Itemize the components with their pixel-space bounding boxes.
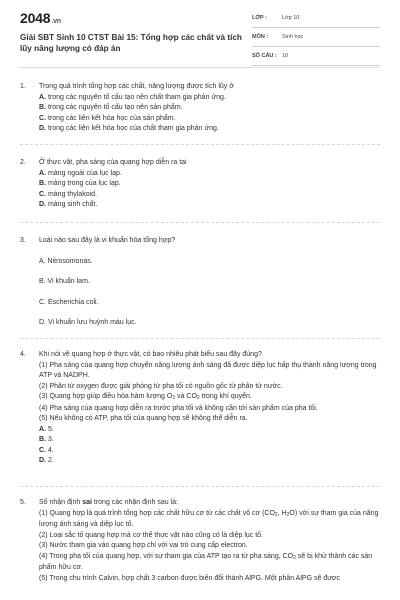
statement-text: (1) Quang hợp là quá trình tổng hợp các chất hữu cơ từ các chất vô cơ (CO <box>39 509 275 517</box>
option-d[interactable]: D. Vi khuẩn lưu huỳnh màu lục. <box>39 319 137 326</box>
option-d[interactable] <box>39 124 382 135</box>
statement-3: (3) Nước tham gia vào quang hợp chỉ với vai trò cung cấp electron. <box>39 542 248 549</box>
statement-text: và CO <box>175 393 197 400</box>
question-divider <box>20 338 380 339</box>
option-text: 4. <box>47 446 54 454</box>
option-letter: C. <box>39 114 46 122</box>
option-text: trong các liên kết hóa học của chất tham gia phản ứng. <box>47 125 219 132</box>
option-a[interactable] <box>39 169 382 180</box>
question-number: 3. <box>20 237 26 244</box>
option-b[interactable] <box>39 103 382 114</box>
subscript: 2 <box>172 395 176 401</box>
question-text: Loài nào sau đây là vi khuẩn hóa tổng hợp? <box>39 237 176 244</box>
statement-2: (2) Loại sắc tố quang hợp mà cơ thể thực vật nào cũng có là diệp lục tố. <box>39 531 263 539</box>
meta-row-class <box>252 13 380 28</box>
option-c[interactable] <box>39 114 382 125</box>
meta-row-count <box>252 51 380 66</box>
option-text: 2. <box>47 457 54 464</box>
option-letter: A. <box>39 93 46 101</box>
option-letter: B. <box>39 436 46 443</box>
meta-label-subject: MÔN : <box>252 34 269 40</box>
subscript: 2 <box>293 554 296 561</box>
header-divider <box>20 67 380 68</box>
option-b[interactable] <box>39 435 382 446</box>
statement-text: trong khí quyển. <box>199 393 252 400</box>
option-a[interactable] <box>39 93 382 104</box>
logo-suffix: .vn <box>51 18 61 25</box>
option-text: trong các nguyên tố cấu tạo nên sản phẩm. <box>47 104 183 111</box>
statement-1: (1) Pha sáng của quang hợp chuyển năng lượng ánh sáng đã được diệp lục hấp thụ thành năng lượng trong ATP và NADPH. <box>39 361 377 379</box>
page-header <box>0 0 400 60</box>
option-letter: D. <box>39 201 46 208</box>
statement-2: (2) Phân tử oxygen được giải phóng từ pha tối có nguồn gốc từ phân tử nước. <box>39 382 283 390</box>
statement-text: sẽ bị khử thành các sản phẩm hữu cơ. <box>39 552 373 571</box>
option-letter: A. <box>39 169 46 177</box>
option-letter: B. <box>39 104 46 111</box>
option-letter: D. <box>39 125 46 132</box>
page-title: Giải SBT Sinh 10 CTST Bài 15: Tổng hợp các chất và tích lũy năng lượng có đáp án <box>20 33 242 53</box>
question-text <box>39 498 382 509</box>
option-letter: C. <box>39 446 46 454</box>
option-text: màng thylakoid. <box>47 190 97 198</box>
question-text: Khi nói về quang hợp ở thực vật, có bao nhiêu phát biểu sau đây đúng? <box>39 351 262 358</box>
option-d[interactable] <box>39 200 382 211</box>
site-logo[interactable] <box>20 10 61 26</box>
question-divider <box>20 222 380 223</box>
meta-value-class: Lớp 10 <box>282 15 300 21</box>
statement-4 <box>39 552 382 574</box>
question-number: 4. <box>20 351 26 358</box>
question-divider <box>20 144 380 145</box>
option-a[interactable]: A. Nitrosomonas. <box>39 257 93 265</box>
option-c[interactable] <box>39 446 382 457</box>
option-text: màng trong của lục lạp. <box>47 180 121 187</box>
option-letter: B. <box>39 180 46 187</box>
statement-5: (5) Nếu không có ATP, pha tối của quang hợp sẽ không thể diễn ra. <box>39 415 248 422</box>
subscript: 2 <box>274 511 278 518</box>
question-text-part: Số nhận định <box>39 499 83 506</box>
statement-text: , H <box>277 509 287 517</box>
meta-row-subject <box>252 32 380 47</box>
option-text: trong các nguyên tố cấu tạo nên chất tham gia phản ứng. <box>47 93 226 101</box>
question-divider <box>20 486 380 487</box>
subscript: 2 <box>286 511 290 518</box>
option-text: màng sinh chất. <box>47 201 98 208</box>
question-number: 5. <box>20 499 26 506</box>
statement-4: (4) Pha sáng của quang hợp diễn ra trước pha tối và không cần tới sản phẩm của pha tối. <box>39 404 318 412</box>
question-text-emphasis: sai <box>82 499 92 506</box>
question-number: 2. <box>20 159 26 166</box>
statement-text: (3) Quang hợp giúp điều hòa hàm lượng O <box>39 393 173 400</box>
question-text: Trong quá trình tổng hợp các chất, năng lượng được tích lũy ở <box>39 83 234 90</box>
option-letter: C. <box>39 190 46 198</box>
option-text: 5. <box>47 425 54 433</box>
question-text: Ở thực vật, pha sáng của quang hợp diễn ra tại <box>39 159 187 166</box>
option-text: màng ngoài của lục lạp. <box>47 169 122 177</box>
option-text: 3. <box>47 436 54 443</box>
statement-text: O) với sự tham gia của năng lượng ánh sáng và diệp lục tố. <box>39 509 379 528</box>
option-a[interactable] <box>39 425 382 436</box>
question-text-part: trong các nhận định sau là: <box>91 499 178 506</box>
meta-label-count: SỐ CÂU : <box>252 53 277 59</box>
meta-value-subject: Sinh học <box>282 34 304 40</box>
option-letter: D. <box>39 457 46 464</box>
option-c[interactable] <box>39 190 382 201</box>
logo-text: 2048 <box>20 10 51 26</box>
question-number: 1. <box>20 83 26 90</box>
option-b[interactable]: B. Vi khuẩn lam. <box>39 278 90 285</box>
document-meta <box>252 13 380 70</box>
option-letter: A. <box>39 425 46 433</box>
option-text: trong các liên kết hóa học của sản phẩm. <box>47 114 176 122</box>
statement-3 <box>39 392 382 404</box>
statement-text: (4) Trong pha tối của quang hợp, với sự tham gia của ATP tạo ra từ pha sáng, CO <box>39 552 294 560</box>
statement-5: (5) Trong chu trình Calvin, hợp chất 3 carbon được biến đổi thành AlPG. Một phần AlPG sẽ được <box>39 574 340 582</box>
statement-1 <box>39 509 382 531</box>
option-d[interactable] <box>39 456 382 467</box>
meta-label-class: LỚP : <box>252 15 267 21</box>
meta-value-count: 10 <box>282 53 289 59</box>
option-b[interactable] <box>39 179 382 190</box>
option-c[interactable]: C. Escherichia coli. <box>39 298 99 306</box>
subscript: 2 <box>196 395 200 401</box>
